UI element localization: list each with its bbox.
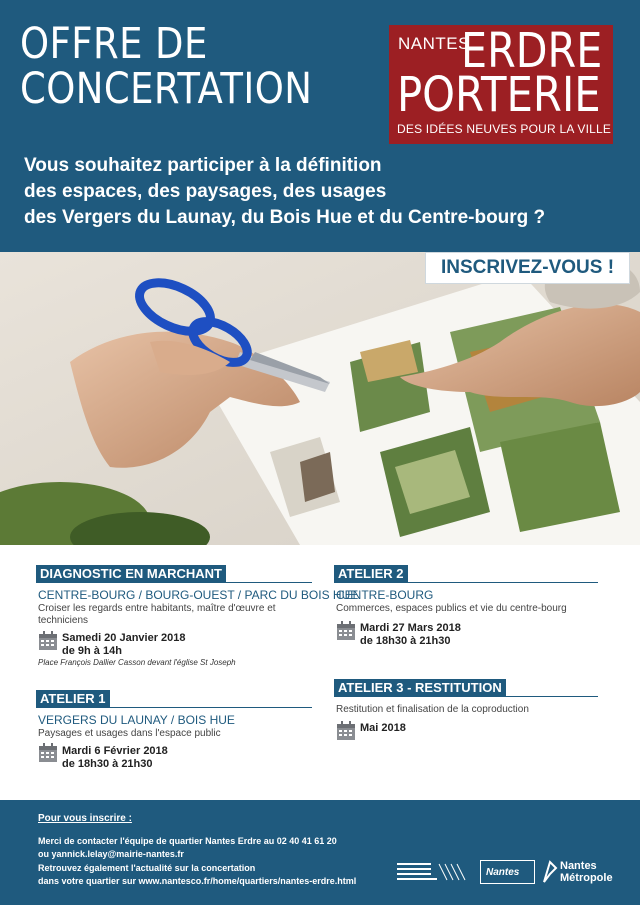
event-time: de 18h30 à 21h30 xyxy=(62,758,153,770)
scissors-photo xyxy=(0,252,640,545)
event-location: CENTRE-BOURG / BOURG-OUEST / PARC DU BOIS HUE xyxy=(38,588,359,602)
quartier-logo-mark xyxy=(395,860,471,884)
logo-erdre: ERDRE xyxy=(461,23,603,79)
nantes-logo-text: Nantes xyxy=(486,867,520,878)
event-date: Mai 2018 xyxy=(360,722,406,734)
logo-tagline: DES IDÉES NEUVES POUR LA VILLE xyxy=(397,122,612,136)
event-description: Restitution et finalisation de la coproduction xyxy=(336,704,529,715)
event-time: de 18h30 à 21h30 xyxy=(360,635,451,647)
metropole-mark-icon xyxy=(542,860,558,884)
calendar-icon xyxy=(336,721,356,741)
event-location: VERGERS DU LAUNAY / BOIS HUE xyxy=(38,713,235,727)
footer-email[interactable]: ou yannick.lelay@mairie-nantes.fr xyxy=(38,849,184,859)
header-banner xyxy=(0,0,640,252)
divider xyxy=(36,707,312,708)
poster-title xyxy=(20,19,313,114)
logo-porterie: PORTERIE xyxy=(397,67,601,123)
event-time: de 9h à 14h xyxy=(62,645,122,657)
tag-diagnostic: DIAGNOSTIC EN MARCHANT xyxy=(36,565,226,582)
calendar-icon xyxy=(336,621,356,641)
footer-news: Retrouvez également l'actualité sur la concertation xyxy=(38,863,256,873)
quartier-logo xyxy=(395,860,471,884)
metropole-logo-line-2: Métropole xyxy=(560,872,613,884)
calendar-icon xyxy=(38,743,58,763)
tag-atelier-3: ATELIER 3 - RESTITUTION xyxy=(334,679,506,696)
event-place: Place François Dallier Casson devant l'église St Joseph xyxy=(38,658,236,667)
footer-title: Pour vous inscrire : xyxy=(38,813,132,824)
scissors-photo-illustration xyxy=(0,252,640,545)
events-section xyxy=(0,545,640,800)
tag-atelier-2: ATELIER 2 xyxy=(334,565,408,582)
event-date: Samedi 20 Janvier 2018 xyxy=(62,632,186,644)
event-description: Commerces, espaces publics et vie du centre-bourg xyxy=(336,603,567,614)
divider xyxy=(334,582,598,583)
event-description: Paysages et usages dans l'espace public xyxy=(38,728,221,739)
divider xyxy=(36,582,312,583)
event-date: Mardi 27 Mars 2018 xyxy=(360,622,461,634)
logo-nantes: NANTES xyxy=(398,34,470,53)
question-line-1: Vous souhaitez participer à la définition xyxy=(24,155,382,176)
intro-question xyxy=(24,153,545,231)
register-callout[interactable]: INSCRIVEZ-VOUS ! xyxy=(425,252,630,284)
footer xyxy=(0,800,640,905)
title-line-1: OFFRE DE xyxy=(20,19,208,69)
nantes-logo xyxy=(480,860,535,884)
question-line-2: des espaces, des paysages, des usages xyxy=(24,181,387,202)
calendar-icon xyxy=(38,631,58,651)
metropole-logo-line-1: Nantes xyxy=(560,860,597,872)
event-description: Croiser les regards entre habitants, maître d'œuvre et techniciens xyxy=(38,603,276,626)
event-date: Mardi 6 Février 2018 xyxy=(62,745,168,757)
footer-website[interactable]: dans votre quartier sur www.nantesco.fr/home/quartiers/nantes-erdre.html xyxy=(38,876,357,886)
nantes-erdre-porterie-logo xyxy=(389,25,613,144)
divider xyxy=(334,696,598,697)
nantes-metropole-logo xyxy=(542,858,632,886)
tag-atelier-1: ATELIER 1 xyxy=(36,690,110,707)
question-line-3: des Vergers du Launay, du Bois Hue et du Centre-bourg ? xyxy=(24,207,546,228)
title-line-2: CONCERTATION xyxy=(20,64,313,114)
event-location: CENTRE-BOURG xyxy=(336,588,434,602)
footer-contact: Merci de contacter l'équipe de quartier Nantes Erdre au 02 40 41 61 20 xyxy=(38,836,337,846)
